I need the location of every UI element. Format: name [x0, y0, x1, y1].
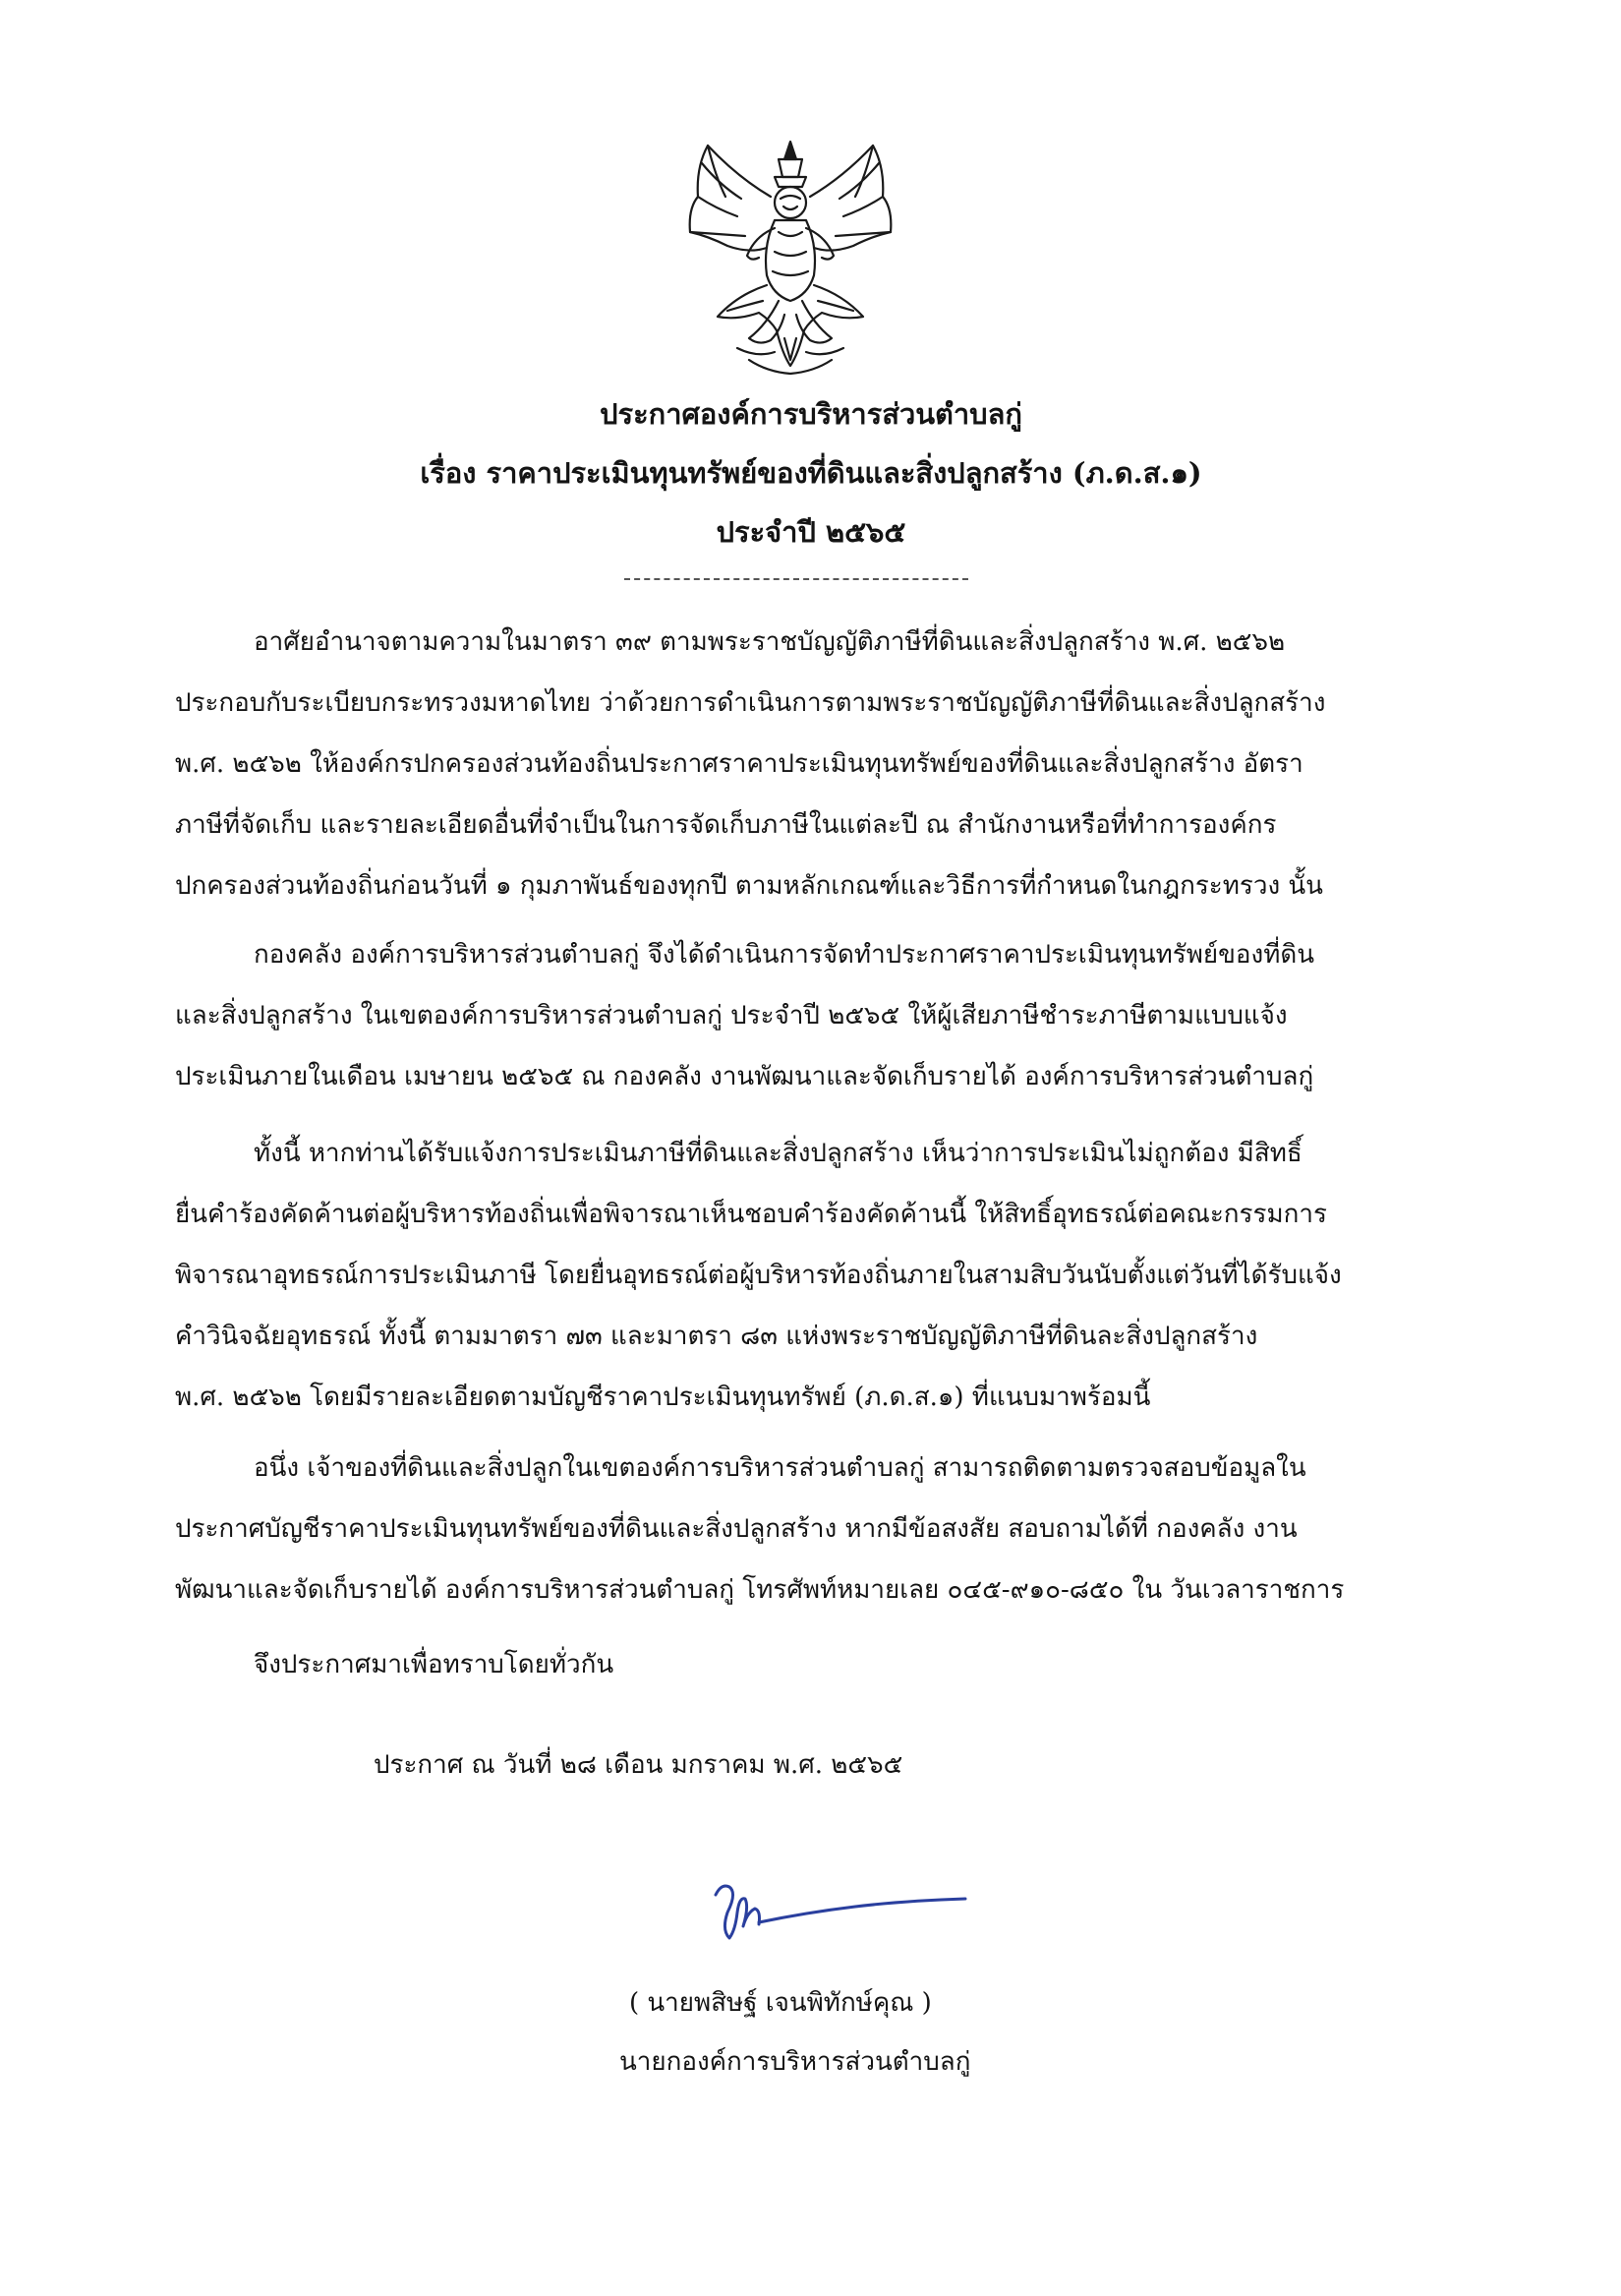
title-year: ประจำปี ๒๕๖๕: [716, 515, 906, 549]
paragraph-2-line: และสิ่งปลูกสร้าง ในเขตองค์การบริหารส่วนตำบลกู่ ประจำปี ๒๕๖๕ ให้ผู้เสียภาษีชำระภาษีตามแบบแจ้ง: [175, 1001, 1288, 1030]
paragraph-2-line: กองคลัง องค์การบริหารส่วนตำบลกู่ จึงได้ดำเนินการจัดทำประกาศราคาประเมินทุนทรัพย์ของที่ดิน: [254, 940, 1314, 970]
announcement-date: ประกาศ ณ วันที่ ๒๘ เดือน มกราคม พ.ศ. ๒๕๖๕: [374, 1750, 903, 1780]
paragraph-1-line: ปกครองส่วนท้องถิ่นก่อนวันที่ ๑ กุมภาพันธ์ของทุกปี ตามหลักเกณฑ์และวิธีการที่กำหนดในกฎกระทรวง นั้น: [175, 871, 1323, 901]
title-organization: ประกาศองค์การบริหารส่วนตำบลกู่: [600, 397, 1022, 431]
paragraph-3-line: พ.ศ. ๒๕๖๒ โดยมีรายละเอียดตามบัญชีราคาประเมินทุนทรัพย์ (ภ.ด.ส.๑) ที่แนบมาพร้อมนี้: [175, 1383, 1151, 1412]
signatory-name: ( นายพสิษฐ์ เจนพิทักษ์คุณ ): [629, 1988, 932, 2018]
title-subject: เรื่อง ราคาประเมินทุนทรัพย์ของที่ดินและสิ่งปลูกสร้าง (ภ.ด.ส.๑): [420, 456, 1202, 490]
paragraph-3-line: คำวินิจฉัยอุทธรณ์ ทั้งนี้ ตามมาตรา ๗๓ และมาตรา ๘๓ แห่งพระราชบัญญัติภาษีที่ดินละสิ่งปลูกสร้าง: [175, 1322, 1258, 1351]
paragraph-1-line: ภาษีที่จัดเก็บ และรายละเอียดอื่นที่จำเป็นในการจัดเก็บภาษีในแต่ละปี ณ สำนักงานหรือที่ทำการองค์กร: [175, 810, 1277, 840]
paragraph-1-line: ประกอบกับระเบียบกระทรวงมหาดไทย ว่าด้วยการดำเนินการตามพระราชบัญญัติภาษีที่ดินและสิ่งปลูกสร้าง: [175, 688, 1326, 718]
garuda-emblem-icon: [668, 138, 912, 382]
paragraph-3-line: ทั้งนี้ หากท่านได้รับแจ้งการประเมินภาษีที่ดินและสิ่งปลูกสร้าง เห็นว่าการประเมินไม่ถูกต้อง มีสิทธิ์: [254, 1139, 1303, 1168]
paragraph-2-line: ประเมินภายในเดือน เมษายน ๒๕๖๕ ณ กองคลัง งานพัฒนาและจัดเก็บรายได้ องค์การบริหารส่วนตำบลกู่: [175, 1062, 1314, 1091]
paragraph-4-line: อนึ่ง เจ้าของที่ดินและสิ่งปลูกในเขตองค์การบริหารส่วนตำบลกู่ สามารถติดตามตรวจสอบข้อมูลใน: [254, 1453, 1306, 1483]
signatory-position: นายกองค์การบริหารส่วนตำบลกู่: [619, 2047, 971, 2077]
paragraph-4-line: พัฒนาและจัดเก็บรายได้ องค์การบริหารส่วนตำบลกู่ โทรศัพท์หมายเลย ๐๔๕-๙๑๐-๘๕๐ ใน วันเวลาราชการ: [175, 1575, 1345, 1605]
paragraph-3-line: ยื่นคำร้องคัดค้านต่อผู้บริหารท้องถิ่นเพื่อพิจารณาเห็นชอบคำร้องคัดค้านนี้ ให้สิทธิ์อุทธรณ์ต่อคณะกรรมการ: [175, 1200, 1327, 1229]
paragraph-3-line: พิจารณาอุทธรณ์การประเมินภาษี โดยยื่นอุทธรณ์ต่อผู้บริหารท้องถิ่นภายในสามสิบวันนับตั้งแต่วันที่ได้รับแจ้ง: [175, 1261, 1342, 1290]
handwritten-signature-icon: [708, 1873, 973, 1962]
paragraph-1-line: พ.ศ. ๒๕๖๒ ให้องค์กรปกครองส่วนท้องถิ่นประกาศราคาประเมินทุนทรัพย์ของที่ดินและสิ่งปลูกสร้าง อัตรา: [175, 749, 1303, 779]
paragraph-1-line: อาศัยอำนาจตามความในมาตรา ๓๙ ตามพระราชบัญญัติภาษีที่ดินและสิ่งปลูกสร้าง พ.ศ. ๒๕๖๒: [254, 627, 1286, 657]
title-separator: [624, 578, 968, 580]
closing-statement: จึงประกาศมาเพื่อทราบโดยทั่วกัน: [254, 1650, 614, 1679]
paragraph-4-line: ประกาศบัญชีราคาประเมินทุนทรัพย์ของที่ดินและสิ่งปลูกสร้าง หากมีข้อสงสัย สอบถามได้ที่ กองคลัง งาน: [175, 1514, 1298, 1544]
